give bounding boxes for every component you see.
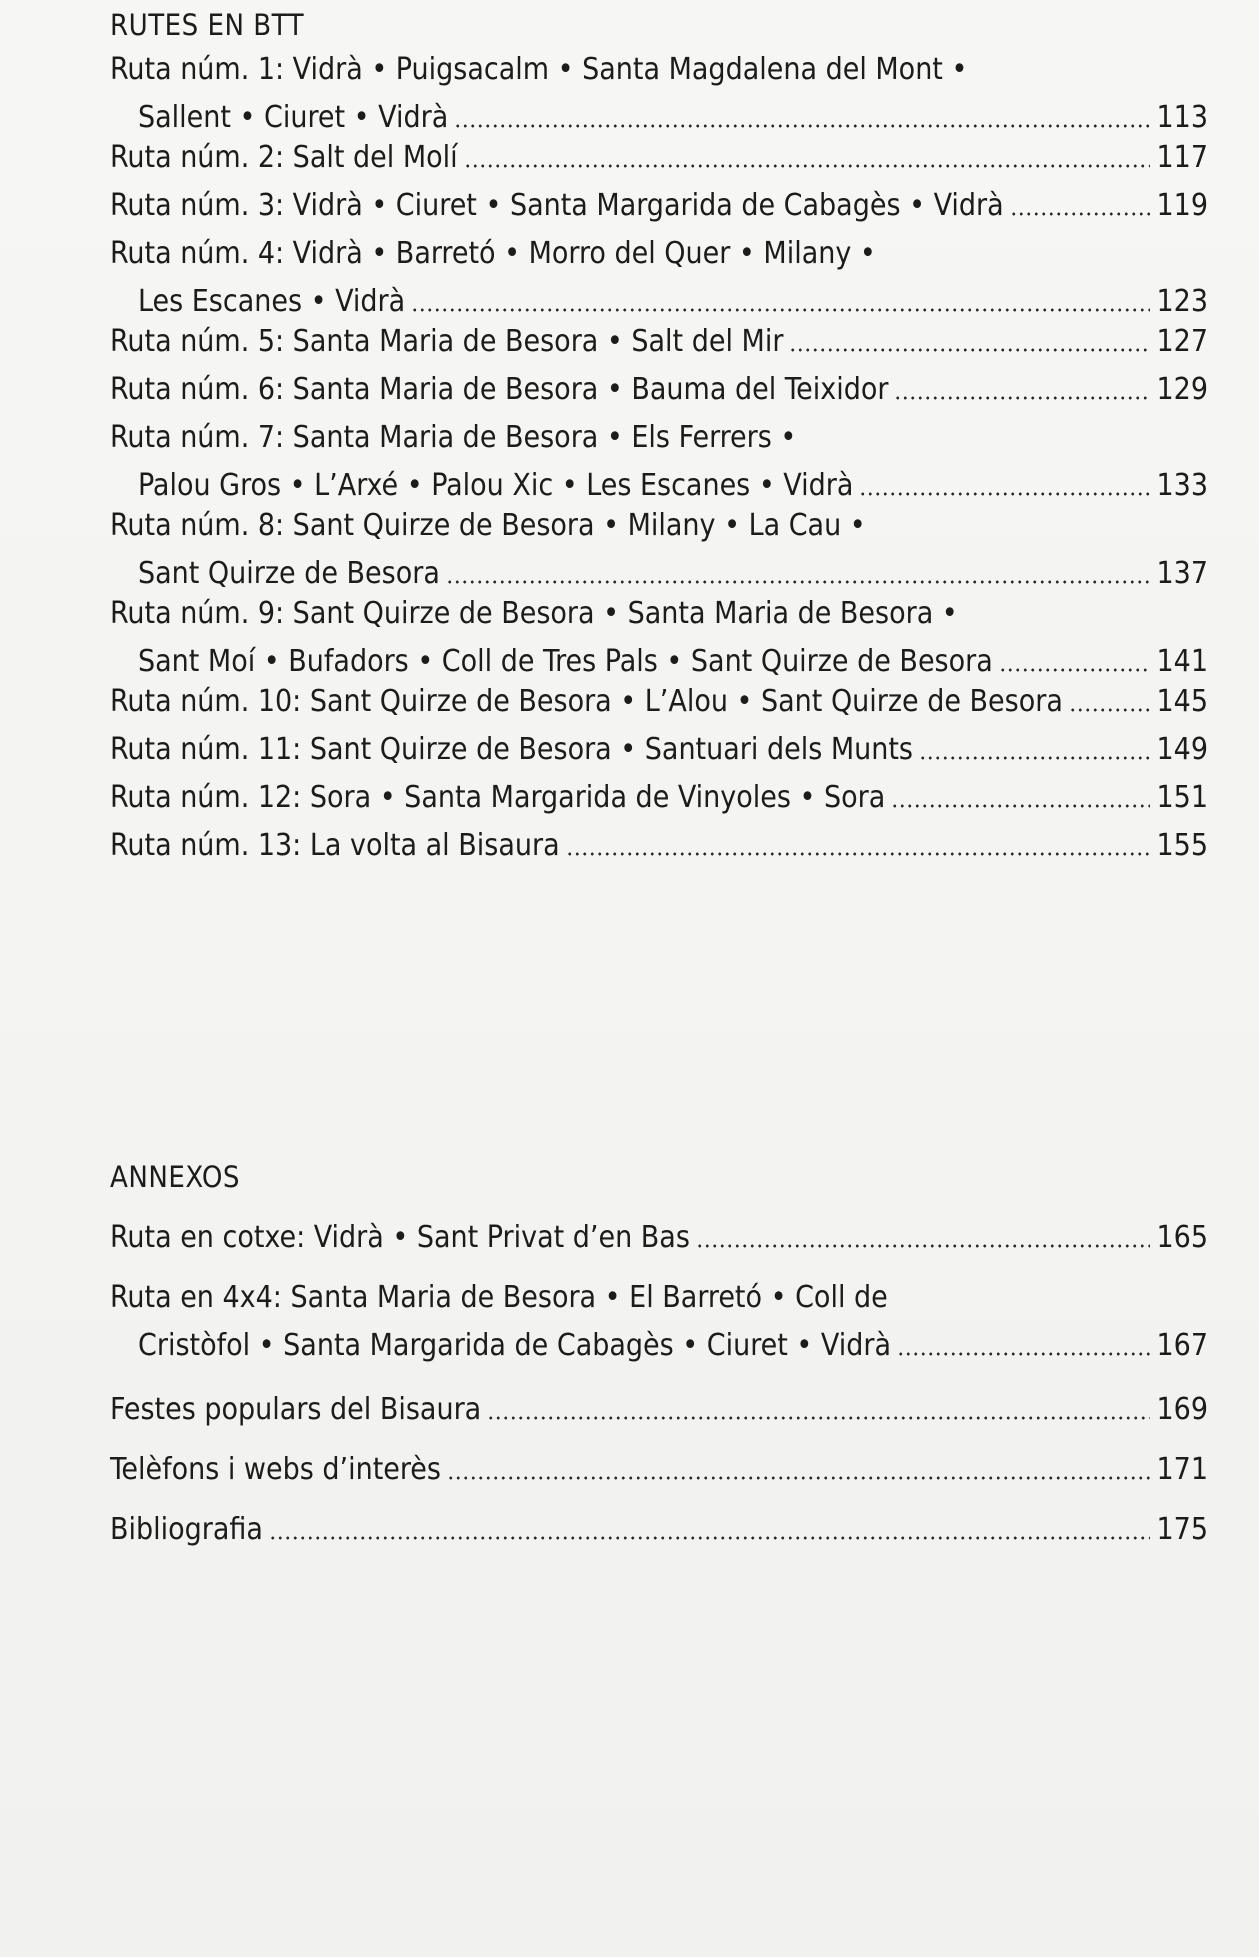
- toc-entry-text: Ruta núm. 10: Sant Quirze de Besora • L’Alou • Sant Quirze de Besora: [110, 684, 1063, 719]
- toc-entry-bibliografia: [110, 1506, 1208, 1554]
- toc-entry-text: Ruta núm. 12: Sora • Santa Margarida de Vinyoles • Sora: [110, 780, 886, 815]
- dot-leader: [859, 467, 1150, 497]
- page-number: 133: [1156, 468, 1208, 503]
- toc-entry-text: Ruta núm. 13: La volta al Bisaura: [110, 828, 560, 863]
- toc-entry-text: Ruta núm. 5: Santa Maria de Besora • Salt del Mir: [110, 324, 784, 359]
- dot-leader: [696, 1219, 1151, 1249]
- toc-entry-text: Telèfons i webs d’interès: [110, 1452, 441, 1487]
- toc-entry-ruta-6: [110, 366, 1208, 414]
- toc-entry-ruta-11: [110, 726, 1208, 774]
- dot-leader: [919, 731, 1151, 761]
- toc-entry-ruta-8: [110, 502, 1208, 598]
- toc-entry-text: Ruta núm. 1: Vidrà • Puigsacalm • Santa Magdalena del Mont •: [110, 52, 968, 87]
- page-number: 151: [1156, 780, 1208, 815]
- dot-leader: [447, 1451, 1151, 1481]
- page-number: 149: [1156, 732, 1208, 767]
- toc-entry-text-cont: Les Escanes • Vidrà: [138, 284, 406, 319]
- toc-entry-ruta-2: [110, 134, 1208, 182]
- dot-leader: [999, 643, 1151, 673]
- page-number: 137: [1156, 556, 1208, 591]
- toc-entry-text: Ruta núm. 7: Santa Maria de Besora • Els Ferrers •: [110, 420, 797, 455]
- page-number: 175: [1156, 1512, 1208, 1547]
- dot-leader: [446, 555, 1151, 585]
- page-number: 171: [1156, 1452, 1208, 1487]
- page-number: 113: [1156, 100, 1208, 135]
- dot-leader: [411, 283, 1150, 313]
- toc-entry-text: Ruta núm. 9: Sant Quirze de Besora • Santa Maria de Besora •: [110, 596, 958, 631]
- page-number: 141: [1156, 644, 1208, 679]
- page-number: 127: [1156, 324, 1208, 359]
- toc-entry-text: Ruta núm. 11: Sant Quirze de Besora • Santuari dels Munts: [110, 732, 913, 767]
- toc-entry-ruta-12: [110, 774, 1208, 822]
- dot-leader: [1069, 683, 1151, 713]
- toc-entry-text-cont: Sallent • Ciuret • Vidrà: [138, 100, 449, 135]
- toc-entry-ruta-10: [110, 678, 1208, 726]
- toc-entry-ruta-4x4: [110, 1274, 1208, 1370]
- dot-leader: [464, 139, 1151, 169]
- page-number: 169: [1156, 1392, 1208, 1427]
- dot-leader: [487, 1391, 1150, 1421]
- toc-entry-text: Ruta núm. 4: Vidrà • Barretó • Morro del Quer • Milany •: [110, 236, 876, 271]
- page-number: 145: [1156, 684, 1208, 719]
- toc-entry-text-cont: Sant Moí • Bufadors • Coll de Tres Pals • Sant Quirze de Besora: [138, 644, 993, 679]
- toc-entry-text: Ruta en 4x4: Santa Maria de Besora • El Barretó • Coll de: [110, 1280, 888, 1315]
- toc-entry-text: Ruta núm. 3: Vidrà • Ciuret • Santa Margarida de Cabagès • Vidrà: [110, 188, 1004, 223]
- page-number: 119: [1156, 188, 1208, 223]
- toc-entry-text: Ruta en cotxe: Vidrà • Sant Privat d’en Bas: [110, 1220, 690, 1255]
- page-number: 165: [1156, 1220, 1208, 1255]
- toc-entry-ruta-3: [110, 182, 1208, 230]
- page-number: 155: [1156, 828, 1208, 863]
- page-number: 167: [1156, 1328, 1208, 1363]
- toc-entry-text: Ruta núm. 8: Sant Quirze de Besora • Milany • La Cau •: [110, 508, 866, 543]
- dot-leader: [891, 779, 1150, 809]
- toc-entry-text: Ruta núm. 6: Santa Maria de Besora • Bauma del Teixidor: [110, 372, 889, 407]
- toc-entry-ruta-4: [110, 230, 1208, 326]
- section-title-annexos: ANNEXOS: [110, 1160, 240, 1194]
- section-title-rutes-btt: RUTES EN BTT: [110, 8, 305, 42]
- toc-entry-ruta-9: [110, 590, 1208, 686]
- toc-entry-text: Festes populars del Bisaura: [110, 1392, 482, 1427]
- toc-entry-telefons: [110, 1446, 1208, 1494]
- dot-leader: [566, 827, 1151, 857]
- dot-leader: [269, 1511, 1151, 1541]
- dot-leader: [789, 323, 1150, 353]
- toc-entry-text-cont: Sant Quirze de Besora: [138, 556, 440, 591]
- toc-entry-text-cont: Palou Gros • L’Arxé • Palou Xic • Les Escanes • Vidrà: [138, 468, 854, 503]
- dot-leader: [897, 1327, 1150, 1357]
- toc-entry-ruta-5: [110, 318, 1208, 366]
- toc-entry-ruta-1: [110, 46, 1208, 142]
- dot-leader: [1010, 187, 1151, 217]
- dot-leader: [454, 99, 1150, 129]
- page-number: 129: [1156, 372, 1208, 407]
- toc-entry-text: Ruta núm. 2: Salt del Molí: [110, 140, 458, 175]
- toc-entry-ruta-cotxe: [110, 1214, 1208, 1262]
- toc-entry-ruta-7: [110, 414, 1208, 510]
- toc-entry-text: Bibliografia: [110, 1512, 263, 1547]
- page-number: 117: [1156, 140, 1208, 175]
- toc-entry-text-cont: Cristòfol • Santa Margarida de Cabagès • Ciuret • Vidrà: [138, 1328, 891, 1363]
- dot-leader: [894, 371, 1150, 401]
- toc-entry-ruta-13: [110, 822, 1208, 870]
- toc-entry-festes: [110, 1386, 1208, 1434]
- page-number: 123: [1156, 284, 1208, 319]
